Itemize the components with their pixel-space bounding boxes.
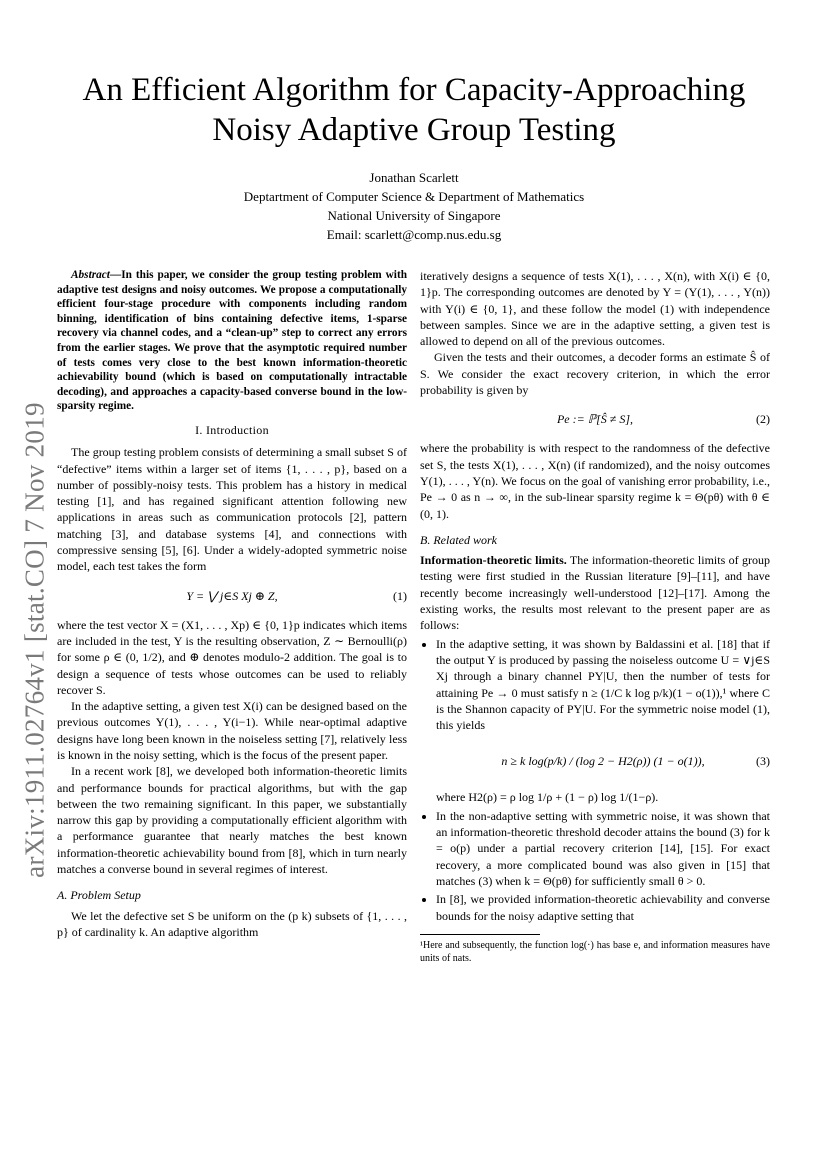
- footnote-rule: [420, 934, 540, 935]
- info-limits-text: The information-theoretic limits of group testing were first studied in the Russian literature [9]–[11], and have recently become increasingly well-understood [12]–[17]. Among the existing works, the results most relevant to the present paper are as follows:: [420, 553, 770, 633]
- affiliation-line-1: Deptartment of Computer Science & Department of Mathematics: [243, 189, 585, 204]
- list-item: [436, 636, 770, 806]
- author-name: Jonathan Scarlett: [369, 170, 459, 185]
- left-column: [57, 268, 407, 940]
- arxiv-sidebar: [10, 360, 60, 920]
- equation-3: [436, 741, 770, 781]
- affiliation-line-2: National University of Singapore: [327, 208, 501, 223]
- section-heading-introduction: I. Introduction: [195, 422, 269, 437]
- intro-paragraph-3: In the adaptive setting, a given test X(i) can be designed based on the previous outcomes Y(1), . . . , Y(i−1). While near-optimal adaptive designs have long been known in the noiseless setting [7], relatively less is known in the noisy setting, which is the focus of the present paper.: [57, 699, 407, 762]
- equation-3-where: where H2(ρ) = ρ log 1/ρ + (1 − ρ) log 1/(1−ρ).: [436, 790, 659, 805]
- related-work-paragraph: [420, 552, 770, 633]
- intro-paragraph-1: The group testing problem consists of determining a small subset S of “defective” items within a larger set of items {1, . . . , p}, based on a number of possibly-noisy tests. This problem has a history in medical testing [1], and has regained significant attention following new applications in areas such as communication protocols [2], pattern matching [3], and database systems [4], and connections with compressive sensing [5], [6]. Under a widely-adopted symmetric noise model, each test takes the form: [57, 445, 407, 574]
- list-item: • In [8], we provided information-theoretic achievability and converse bounds for the noisy adaptive setting that: [436, 891, 770, 924]
- subsection-heading-problem-setup: A. Problem Setup: [57, 888, 141, 903]
- equation-3-number: (3): [756, 754, 770, 769]
- setup-paragraph-3: Given the tests and their outcomes, a decoder forms an estimate Ŝ of S. We consider the exact recovery criterion, in which the error probability is given by: [420, 350, 770, 398]
- equation-1: [57, 583, 407, 609]
- equation-2-body: Pe := ℙ[Ŝ ≠ S],: [556, 412, 634, 427]
- title-line-1: An Efficient Algorithm for Capacity-Approaching: [82, 72, 746, 108]
- list-item: • In the non-adaptive setting with symmetric noise, it was shown that an information-theoretic threshold decoder attains the bound (3) for k = o(p) under a partial recovery criterion [14], [15]. For exact recovery, a more complicated bound was also given in [15] that matches (3) when k = Θ(pθ) for sufficiently small θ > 0.: [436, 808, 770, 889]
- author-block: [0, 168, 828, 244]
- setup-paragraph-4: where the probability is with respect to the randomness of the defective set S, the tests X(1), . . . , X(n) (if randomized), and the noisy outcomes Y(1), . . . , Y(n). We focus on the goal of vanishing error probability, i.e., Pe → 0 as n → ∞, in the sub-linear sparsity regime k = Θ(pθ) with θ ∈ (0, 1).: [420, 441, 770, 521]
- arxiv-identifier: arXiv:1911.02764v1 [stat.CO] 7 Nov 2019: [19, 402, 50, 878]
- setup-paragraph-1: We let the defective set S be uniform on the (p k) subsets of {1, . . . , p} of cardinality k. An adaptive algorithm: [57, 908, 407, 939]
- subsection-heading-related-work: B. Related work: [420, 532, 497, 547]
- equation-2: [420, 406, 770, 432]
- equation-2-number: (2): [756, 412, 770, 427]
- bullet-1-text: In the adaptive setting, it was shown by Baldassini et al. [18] that if the output Y is produced by passing the noiseless outcome U = ∨j∈S Xj through a binary channel PY|U, then the number of tests for attaining Pe → 0 must satisfy n ≥ (1/C k log p/k)(1 − o(1)),¹ where C is the Shannon capacity of PY|U. For the symmetric noise model (1), this yields: [436, 636, 770, 733]
- info-limits-label: Information-theoretic limits.: [420, 553, 567, 568]
- title-line-2: Noisy Adaptive Group Testing: [212, 112, 616, 148]
- setup-paragraph-2: iteratively designs a sequence of tests X(1), . . . , X(n), with X(i) ∈ {0, 1}p. The corresponding outcomes are denoted by Y = (Y(1), . . . , Y(n)) with Y(i) ∈ {0, 1}, and these follow the model (1) with independence between samples. Since we are in the adaptive setting, a given test is allowed to depend on all of the previous outcomes.: [420, 269, 770, 349]
- author-email: Email: scarlett@comp.nus.edu.sg: [326, 227, 502, 242]
- paper-title: [0, 70, 828, 150]
- intro-paragraph-2: where the test vector X = (X1, . . . , Xp) ∈ {0, 1}p indicates which items are included in the test, Y is the resulting observation, Z ∼ Bernoulli(ρ) for some ρ ∈ (0, 1/2), and ⊕ denotes modulo-2 addition. The goal is to design a sequence of tests whose outcomes can be used to reliably recover S.: [57, 617, 407, 697]
- abstract-text: —In this paper, we consider the group testing problem with adaptive test designs and noisy outcomes. We propose a computationally efficient four-stage procedure with components including random binning, identification of bins containing defective items, 1-sparse recovery via channel codes, and a “clean-up” step to correct any errors from the earlier stages. We prove that the asymptotic required number of tests comes very close to the best known information-theoretic achievability bound (which is based on computationally intractable decoding), and approaches a capacity-based converse bound in the low-sparsity regime.: [57, 269, 407, 413]
- intro-paragraph-4: In a recent work [8], we developed both information-theoretic limits and performance bounds for practical algorithms, but with the gap between the two remaining significant. In this paper, we substantially narrow this gap by providing a computationally efficient algorithm with a performance guarantee that nearly matches the best known information-theoretic achievability bound from [8], which in turn nearly matches a converse bound in several regimes of interest.: [57, 764, 407, 877]
- equation-3-body: n ≥ k log(p/k) / (log 2 − H2(ρ)) (1 − o(1)),: [501, 754, 705, 769]
- right-column: [420, 268, 770, 965]
- abstract-label: Abstract: [71, 269, 110, 281]
- related-work-list: [420, 636, 770, 924]
- abstract: [57, 268, 407, 414]
- footnote: ¹Here and subsequently, the function log(·) has base e, and information measures have units of nats.: [420, 939, 770, 964]
- equation-1-body: Y = ⋁ j∈S Xj ⊕ Z,: [186, 588, 278, 603]
- equation-1-number: (1): [393, 588, 407, 603]
